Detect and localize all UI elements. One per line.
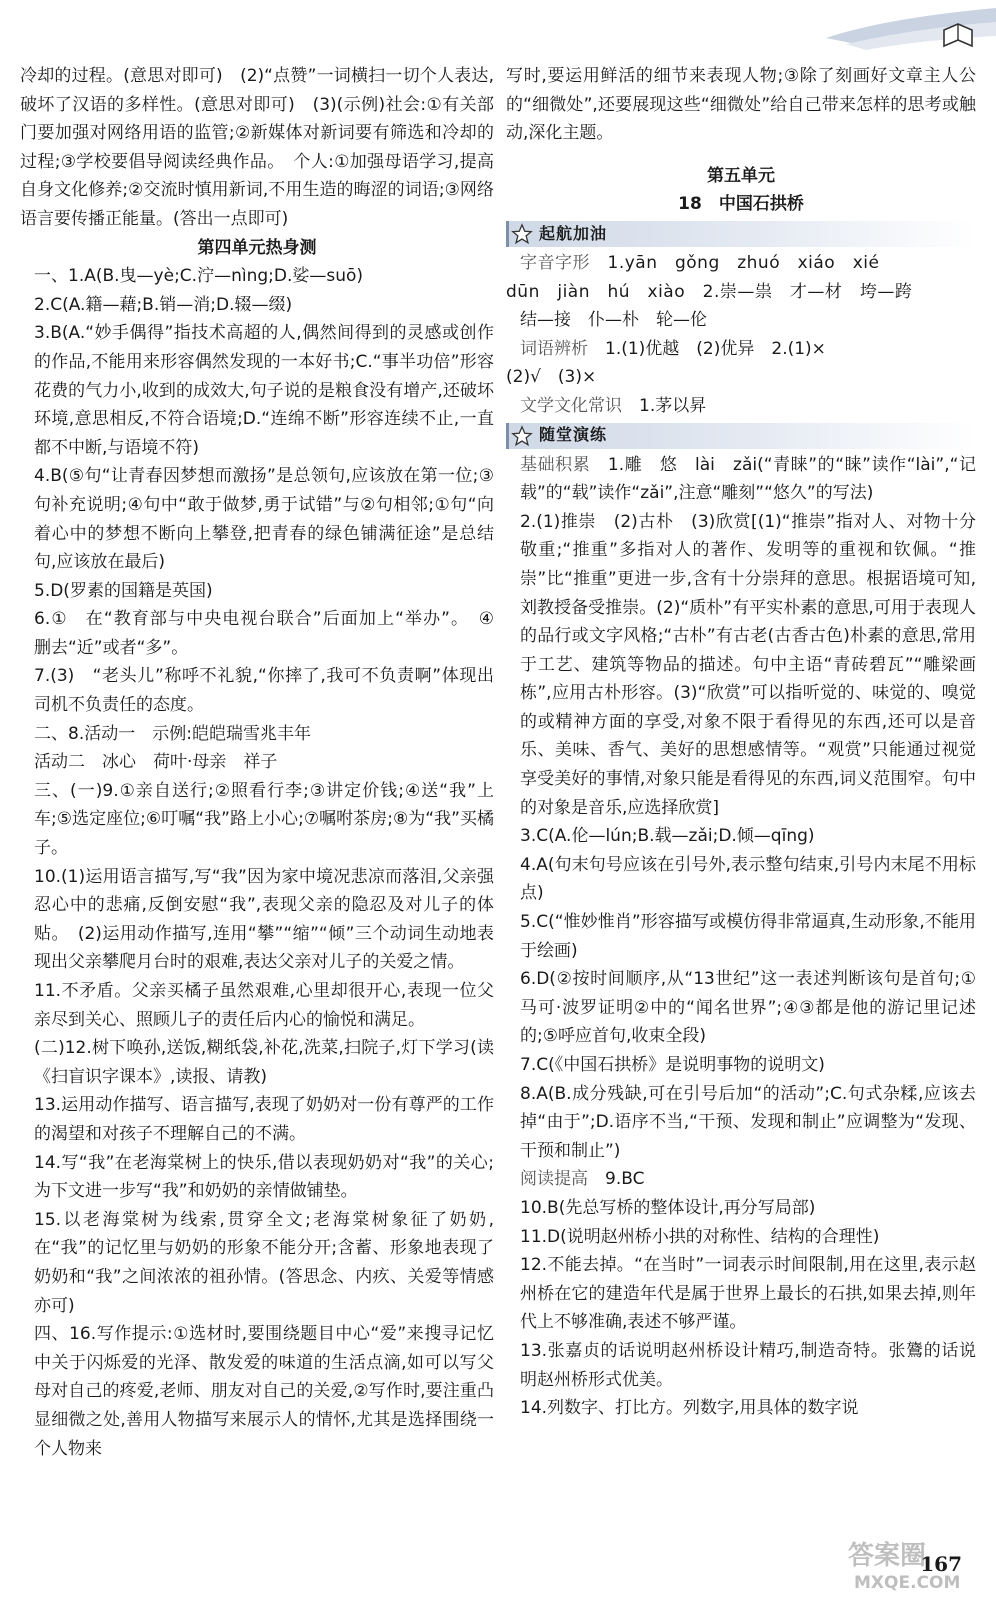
watermark-line1: 答案圈 <box>848 1541 927 1571</box>
answer-item: 一、1.A(B.曳—yè;C.泞—nìng;D.娑—suō) <box>34 266 364 287</box>
sub-label: 文学文化常识 <box>520 395 622 416</box>
watermark-logo <box>840 1532 990 1594</box>
lesson-title: 18 中国石拱桥 <box>678 194 804 215</box>
sub-label: 阅读提高 <box>520 1169 588 1190</box>
answer-item <box>506 335 976 364</box>
answer-item: 14.列数字、打比方。列数字,用具体的数字说 <box>520 1398 859 1419</box>
answer-item: 15.以老海棠树为线索,贯穿全文;老海棠树象征了奶奶,在“我”的记忆里与奶奶的形象不能分开;含蓄、形象地表现了奶奶和“我”之间浓浓的祖孙情。(答思念、内疚、关爱等情感亦可) <box>34 1209 494 1316</box>
page-number: 167 <box>920 1552 962 1576</box>
answer-text: 9.BC <box>605 1169 645 1190</box>
answer-item: 11.不矛盾。父亲买橘子虽然艰难,心里却很开心,表现一位父亲尽到关心、照顾儿子的责任后内心的愉悦和满足。 <box>34 981 494 1030</box>
answer-item: (2)√ (3)× <box>506 367 597 388</box>
answer-item: 3.B(A.“妙手偶得”指技术高超的人,偶然间得到的灵感或创作的作品,不能用来形容偶然发现的一本好书;C.“事半功倍”形容花费的气力小,收到的成效大,句子说的是粮食没有增产,还破坏环境,意思相反,不符合语境;D.“连绵不断”形容连续不止,一直都不中断,与语境不符) <box>34 323 494 458</box>
answer-item: 10.(1)运用语言描写,写“我”因为家中境况悲凉而落泪,父亲强忍心中的悲痛,反倒安慰“我”,表现父亲的隐忍及对儿子的体贴。 (2)运用动作描写,连用“攀”“缩”“倾”三个动词生动地表现出父亲攀爬月台时的艰难,表达父亲对儿子的关爱之情。 <box>34 866 494 973</box>
answer-item: 5.D(罗素的国籍是英国) <box>34 580 213 601</box>
answer-item: 3.C(A.伦—lún;B.载—zǎi;D.倾—qīng) <box>520 826 815 847</box>
answer-item: 11.D(说明赵州桥小拱的对称性、结构的合理性) <box>520 1226 880 1247</box>
sub-label: 词语辨析 <box>520 338 588 359</box>
answer-item: 7.(3) “老头儿”称呼不礼貌,“你摔了,我可不负责啊”体现出司机不负责任的态度。 <box>34 666 494 716</box>
answer-text: 1.(1)优越 (2)优异 2.(1)× <box>605 338 826 359</box>
answer-item: 活动二 冰心 荷叶·母亲 祥子 <box>34 752 278 773</box>
watermark-line2: MXQE.COM <box>854 1573 961 1593</box>
answer-item: dūn jiàn hú xiào 2.崇—祟 才—材 垮—跨 <box>506 281 913 302</box>
answer-text: 1.雕 悠 lài zǎi(“青睐”的“睐”读作“lài”,“记载”的“载”读作“zǎi”,注意“雕刻”“悠久”的写法) <box>520 454 976 504</box>
answer-item: 4.A(句末句号应该在引号外,表示整句结束,引号内末尾不用标点) <box>520 854 976 904</box>
paragraph: 冷却的过程。(意思对即可) (2)“点赞”一词横扫一切个人表达,破坏了汉语的多样性。(意思对即可) (3)(示例)社会:①有关部门要加强对网络用语的监管;②新媒体对新词要有筛选和冷却的过程;③学校要倡导阅读经典作品。 个人:①加强母语学习,提高自身文化修养;②交流时慎用新词,不用生造的晦涩的词语;③网络语言要传播正能量。(答出一点即可) <box>20 66 494 229</box>
answer-item: 4.B(⑤句“让青春因梦想而激扬”是总领句,应该放在第一位;③句补充说明;④句中“敢于做梦,勇于试错”与②句相邻;①句“向着心中的梦想不断向上攀登,把青春的绿色铺满征途”是总结句,应该放在最后) <box>34 466 494 573</box>
answer-item: 8.A(B.成分残缺,可在引号后加“的活动”;C.句式杂糅,应该去掉“由于”;D.语序不当,“干预、发现和制止”应调整为“发现、干预和制止”) <box>520 1083 976 1161</box>
answer-item <box>506 249 976 278</box>
unit-test-title: 第四单元热身测 <box>197 237 317 258</box>
section-label: 随堂演练 <box>539 425 608 445</box>
answer-item: 14.写“我”在老海棠树上的快乐,借以表现奶奶对“我”的关心;为下文进一步写“我”和奶奶的亲情做铺垫。 <box>34 1152 494 1202</box>
section-header-suitang <box>506 423 976 449</box>
answer-item: 结—接 仆—朴 轮—伦 <box>520 310 707 331</box>
answer-item: 三、(一)9.①亲自送行;②照看行李;③讲定价钱;④送“我”上车;⑤选定座位;⑥叮嘱“我”路上小心;⑦嘱咐茶房;⑧为“我”买橘子。 <box>34 780 494 859</box>
section-label: 起航加油 <box>539 223 608 243</box>
answer-item: 四、16.写作提示:①选材时,要围绕题目中心“爱”来搜寻记忆中关于闪烁爱的光泽、散发爱的味道的生活点滴,如可以写父母对自己的疼爱,老师、朋友对自己的关爱,②写作时,要注重凸显细微之处,善用人物描写来展示人的情怀,尤其是选择围绕一个人物来 <box>34 1324 494 1459</box>
right-column <box>506 62 976 1423</box>
answer-item: 13.运用动作描写、语言描写,表现了奶奶对一份有尊严的工作的渴望和对孩子不理解自己的不满。 <box>34 1095 494 1144</box>
answer-item: 5.C(“惟妙惟肖”形容描写或模仿得非常逼真,生动形象,不能用于绘画) <box>520 912 976 961</box>
paragraph: 写时,要运用鲜活的细节来表现人物;③除了刻画好文章主人公的“细微处”,还要展现这些“细微处”给自己带来怎样的思考或触动,深化主题。 <box>506 66 976 144</box>
answer-item: 10.B(先总写桥的整体设计,再分写局部) <box>520 1197 816 1218</box>
unit-title: 第五单元 <box>707 165 775 186</box>
answer-item: (二)12.树下唤孙,送饭,糊纸袋,补花,洗菜,扫院子,灯下学习(读《扫盲识字课本》,读报、请教) <box>34 1038 494 1087</box>
answer-item: 二、8.活动一 示例:皑皑瑞雪兆丰年 <box>34 723 311 744</box>
sub-label: 基础积累 <box>520 454 591 475</box>
sub-label: 字音字形 <box>520 252 590 273</box>
answer-item: 6.① 在“教育部与中央电视台联合”后面加上“举办”。 ④ 删去“近”或者“多”。 <box>34 609 511 658</box>
answer-item <box>506 392 976 421</box>
answer-item: 12.不能去掉。“在当时”一词表示时间限制,用在这里,表示赵州桥在它的建造年代是属于世界上最长的石拱,如果去掉,则年代上不够准确,表述不够严谨。 <box>520 1255 976 1333</box>
section-header-qihang <box>506 221 976 247</box>
answer-item: 6.D(②按时间顺序,从“13世纪”这一表述判断该句是首句;①马可·波罗证明②中的“闻名世界”;④③都是他的游记里记述的;⑤呼应首句,收束全段) <box>520 969 976 1047</box>
answer-item <box>506 1165 976 1194</box>
answer-item: 2.(1)推崇 (2)古朴 (3)欣赏[(1)“推崇”指对人、对物十分敬重;“推重”多指对人的著作、发明等的重视和钦佩。“推崇”比“推重”更进一步,含有十分崇拜的意思。根据语境可知,刘教授备受推崇。(2)“质朴”有平实朴素的意思,可用于表现人的品行或文字风格;“古朴”有古老(古香古色)朴素的意思,常用于工艺、建筑等物品的描述。句中主语“青砖碧瓦”“雕梁画栋”,应用古朴形容。(3)“欣赏”可以指听觉的、味觉的、嗅觉的或精神方面的享受,对象不限于看得见的东西,还可以是音乐、美味、香气、美好的思想感情等。“观赏”只能通过视觉享受美好的事情,对象只能是看得见的东西,词义范围窄。句中的对象是音乐,应选择欣赏] <box>520 511 976 818</box>
open-book-icon <box>826 0 996 60</box>
star-icon <box>511 223 533 245</box>
answer-text: 1.茅以昇 <box>639 395 707 416</box>
answer-text: 1.yān gǒng zhuó xiáo xié <box>607 252 880 273</box>
left-column <box>20 62 511 1463</box>
answer-item: 2.C(A.籍—藉;B.销—消;D.辍—缀) <box>34 294 293 315</box>
star-icon <box>511 425 533 447</box>
answer-item: 13.张嘉贞的话说明赵州桥设计精巧,制造奇特。张鷟的话说明赵州桥形式优美。 <box>520 1340 976 1390</box>
answer-item: 7.C(《中国石拱桥》是说明事物的说明文) <box>520 1055 825 1075</box>
answer-item <box>506 451 976 508</box>
